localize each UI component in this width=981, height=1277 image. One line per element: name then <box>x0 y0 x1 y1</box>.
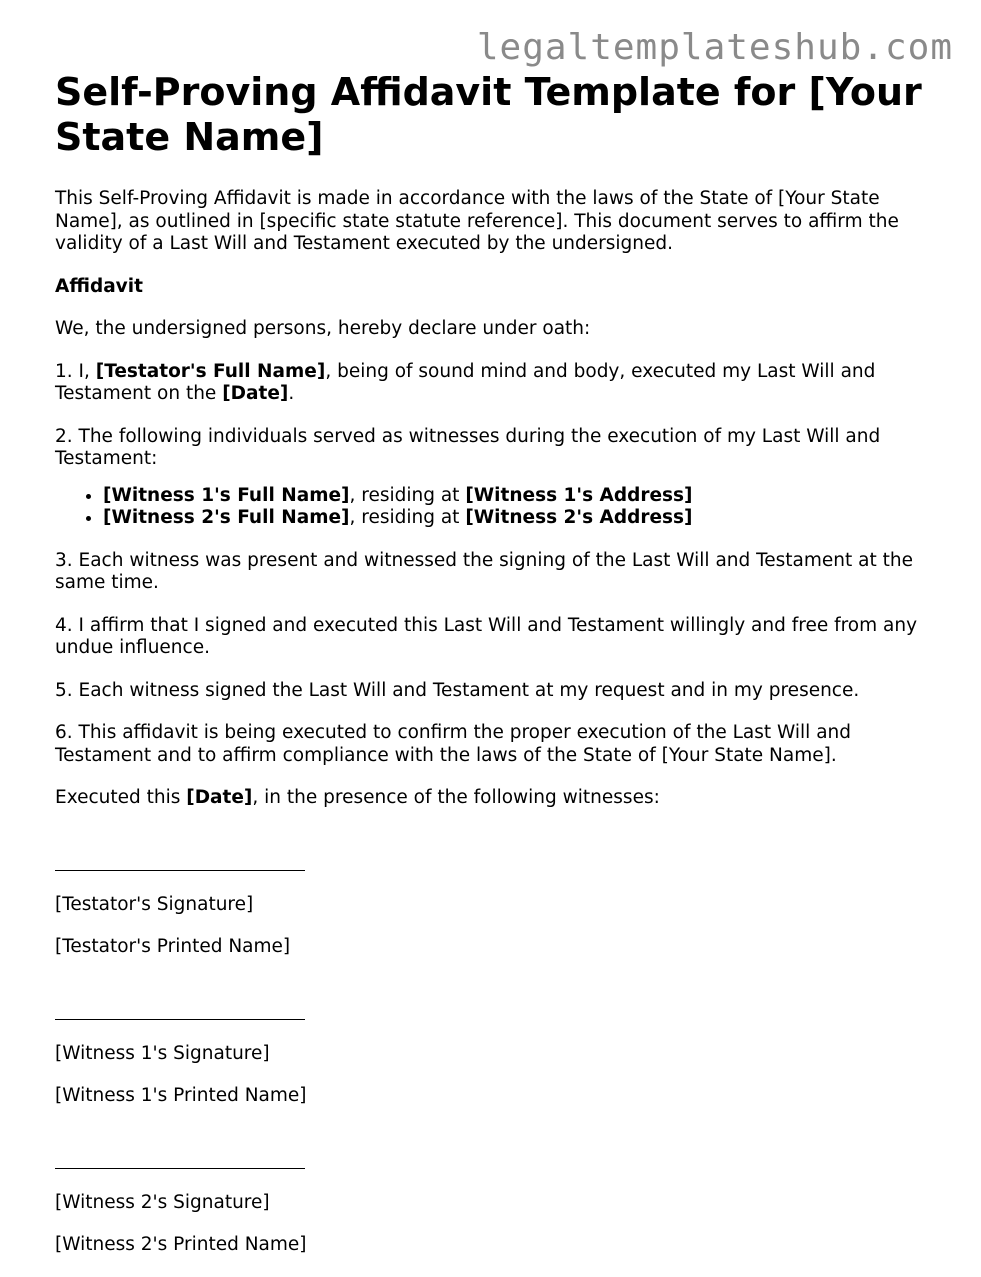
item-6: 6. This affidavit is being executed to confirm the proper execution of the Last Will and Testament and to affirm compliance with the laws of the State of [Your State Name]. <box>55 722 851 766</box>
signature-line <box>55 1001 925 1023</box>
item-1: 1. I, [Testator's Full Name], being of sound mind and body, executed my Last Will and Testament on the [Date]. <box>55 360 876 404</box>
intro-paragraph: This Self-Proving Affidavit is made in accordance with the laws of the State of [Your State Name], as outlined in [specific state statute reference]. This document serves to affirm the validity of a Last Will and Testament executed by the undersigned. <box>55 188 899 254</box>
item-5: 5. Each witness signed the Last Will and Testament at my request and in my presence. <box>55 679 860 701</box>
declaration-paragraph: We, the undersigned persons, hereby declare under oath: <box>55 318 591 339</box>
date-placeholder: [Date] <box>186 787 253 808</box>
witness2-printed-name-label: [Witness 2's Printed Name] <box>55 1234 307 1255</box>
witness-address: [Witness 1's Address] <box>465 484 693 506</box>
witness1-printed-name-label: [Witness 1's Printed Name] <box>55 1085 307 1106</box>
executed-paragraph: Executed this [Date], in the presence of the following witnesses: <box>55 787 660 808</box>
testator-printed-name-label: [Testator's Printed Name] <box>55 936 291 957</box>
testator-name-placeholder: [Testator's Full Name] <box>95 360 326 382</box>
list-item: • [Witness 2's Full Name], residing at [Witness 2's Address] <box>103 507 925 530</box>
page-title: Self-Proving Affidavit Template for [Your State Name] <box>55 70 922 159</box>
item-3: 3. Each witness was present and witnessed the signing of the Last Will and Testament at the same time. <box>55 549 913 593</box>
witness-name: [Witness 2's Full Name] <box>103 507 350 528</box>
signature-line <box>55 1150 925 1172</box>
witness-list <box>55 485 925 530</box>
witness2-signature-label: [Witness 2's Signature] <box>55 1191 270 1213</box>
item-4: 4. I affirm that I signed and executed this Last Will and Testament willingly and free from any undue influence. <box>55 614 918 658</box>
signature-line <box>55 852 925 874</box>
witness-name: [Witness 1's Full Name] <box>103 484 350 506</box>
testator-signature-label: [Testator's Signature] <box>55 893 254 915</box>
witness1-signature-label: [Witness 1's Signature] <box>55 1042 270 1064</box>
watermark: legaltemplateshub.com <box>476 27 953 68</box>
section-heading: Affidavit <box>55 275 143 297</box>
witness-address: [Witness 2's Address] <box>465 507 693 528</box>
document-body <box>55 70 925 1277</box>
list-item: • [Witness 1's Full Name], residing at [Witness 1's Address] <box>103 485 925 508</box>
item-2: 2. The following individuals served as witnesses during the execution of my Last Will and Testament: <box>55 425 881 469</box>
date-placeholder: [Date] <box>222 383 289 404</box>
